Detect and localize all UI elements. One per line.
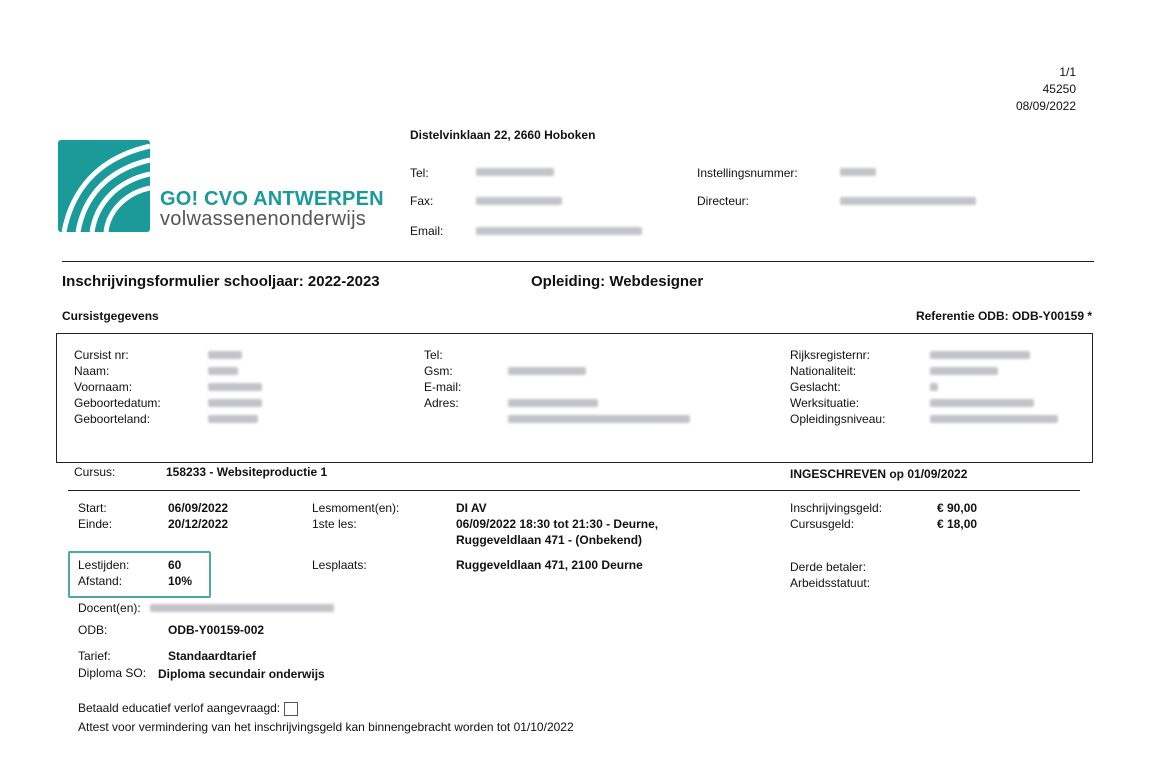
school-logo	[58, 140, 150, 235]
odb-label: ODB:	[78, 623, 108, 637]
redacted-naam	[208, 367, 238, 375]
lestijden-value: 60	[168, 558, 182, 572]
eerste-les-value-line2: Ruggeveldlaan 471 - (Onbekend)	[456, 533, 643, 547]
lestijden-label: Lestijden:	[78, 558, 130, 572]
print-date: 08/09/2022	[1015, 99, 1076, 113]
student-labels-col1	[74, 347, 161, 427]
student-labels-col2	[424, 347, 461, 411]
einde-label: Einde:	[78, 517, 113, 531]
enrollment-status: INGESCHREVEN op 01/09/2022	[790, 467, 968, 481]
diploma-value: Diploma secundair onderwijs	[158, 667, 325, 681]
label-email: E-mail:	[424, 380, 462, 394]
logo-subtitle: volwassenenonderwijs	[160, 208, 367, 230]
logo-title: GO! CVO ANTWERPEN	[160, 188, 384, 210]
director-label: Directeur:	[697, 194, 750, 208]
derde-betaler-label: Derde betaler:	[790, 560, 867, 574]
diploma-label: Diploma SO:	[78, 666, 147, 680]
label-naam: Naam:	[74, 364, 110, 378]
section-title: Cursistgegevens	[62, 309, 159, 323]
redacted-adres-line2	[508, 415, 690, 423]
redacted-geslacht	[930, 383, 938, 391]
start-label: Start:	[78, 501, 107, 515]
course-divider	[68, 490, 1080, 491]
lesmoment-value: DI AV	[456, 501, 487, 515]
tarief-label: Tarief:	[78, 649, 111, 663]
arbeidsstatuut-label: Arbeidsstatuut:	[790, 576, 871, 590]
label-gsm: Gsm:	[424, 364, 453, 378]
redacted-fax	[476, 197, 562, 205]
afstand-label: Afstand:	[78, 574, 123, 588]
fax-label: Fax:	[410, 194, 434, 208]
redacted-adres-line1	[508, 399, 598, 407]
redacted-werksituatie	[930, 399, 1034, 407]
cursus-value: 158233 - Websiteproductie 1	[166, 465, 328, 479]
docent-label: Docent(en):	[78, 601, 141, 615]
tarief-value: Standaardtarief	[168, 649, 257, 663]
label-geboorteland: Geboorteland:	[74, 412, 151, 426]
redacted-director	[840, 197, 976, 205]
form-title: Inschrijvingsformulier schooljaar: 2022-2023	[62, 273, 380, 290]
document-number: 45250	[1042, 82, 1076, 96]
redacted-voornaam	[208, 383, 262, 391]
odb-value: ODB-Y00159-002	[168, 623, 265, 637]
cursus-label: Cursus:	[74, 465, 116, 479]
redacted-opleidingsniveau	[930, 415, 1058, 423]
redacted-geboortedatum	[208, 399, 262, 407]
eerste-les-label: 1ste les:	[312, 517, 357, 531]
opleiding-title: Opleiding: Webdesigner	[531, 273, 704, 290]
page-info	[1016, 64, 1076, 115]
school-address: Distelvinklaan 22, 2660 Hoboken	[410, 128, 596, 142]
verlof-checkbox[interactable]	[284, 702, 298, 716]
lesplaats-label: Lesplaats:	[312, 558, 367, 572]
student-labels-col3	[790, 347, 885, 427]
label-geboortedatum: Geboortedatum:	[74, 396, 161, 410]
afstand-value: 10%	[168, 574, 193, 588]
redacted-institution-number	[840, 168, 876, 176]
verlof-row	[78, 701, 298, 716]
redacted-tel	[476, 168, 554, 176]
header-divider	[62, 261, 1094, 262]
redacted-gsm	[508, 367, 586, 375]
lesmoment-label: Lesmoment(en):	[312, 501, 400, 515]
redacted-nationaliteit	[930, 367, 998, 375]
attest-text: Attest voor vermindering van het inschrijvingsgeld kan binnengebracht worden tot 01/10/2022	[78, 720, 574, 734]
email-label: Email:	[410, 224, 444, 238]
institution-number-label: Instellingsnummer:	[697, 166, 798, 180]
inschrijvingsgeld-label: Inschrijvingsgeld:	[790, 501, 883, 515]
lesplaats-value: Ruggeveldlaan 471, 2100 Deurne	[456, 558, 643, 572]
start-value: 06/09/2022	[168, 501, 229, 515]
einde-value: 20/12/2022	[168, 517, 229, 531]
inschrijvingsgeld-value: € 90,00	[937, 501, 978, 515]
label-cursist-nr: Cursist nr:	[74, 348, 129, 362]
label-adres: Adres:	[424, 396, 459, 410]
logo-mark-icon	[58, 140, 150, 232]
redacted-docent	[150, 604, 334, 612]
redacted-cursist-nr	[208, 351, 242, 359]
verlof-label: Betaald educatief verlof aangevraagd:	[78, 701, 281, 715]
label-geslacht: Geslacht:	[790, 380, 841, 394]
redacted-geboorteland	[208, 415, 258, 423]
page-number: 1/1	[1059, 65, 1076, 79]
label-rijksregister: Rijksregisternr:	[790, 348, 871, 362]
label-nationaliteit: Nationaliteit:	[790, 364, 857, 378]
cursusgeld-label: Cursusgeld:	[790, 517, 855, 531]
redacted-rijksregister	[930, 351, 1030, 359]
cursusgeld-value: € 18,00	[937, 517, 978, 531]
label-opleidingsniveau: Opleidingsniveau:	[790, 412, 886, 426]
redacted-email	[476, 227, 642, 235]
tel-label: Tel:	[410, 166, 429, 180]
referentie-odb: Referentie ODB: ODB-Y00159 *	[915, 309, 1092, 323]
label-werksituatie: Werksituatie:	[790, 396, 860, 410]
label-voornaam: Voornaam:	[74, 380, 133, 394]
eerste-les-value-line1: 06/09/2022 18:30 tot 21:30 - Deurne,	[456, 517, 659, 531]
label-tel: Tel:	[424, 348, 443, 362]
